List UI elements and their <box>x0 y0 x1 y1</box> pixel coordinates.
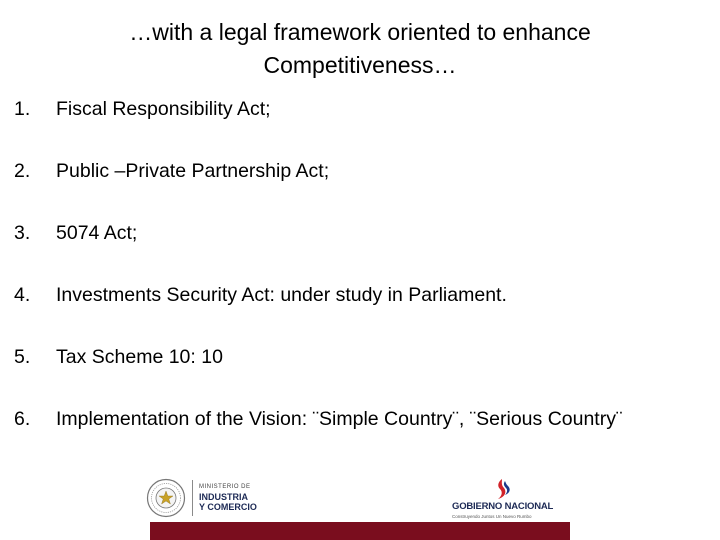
list-item <box>14 408 704 470</box>
item-text: Public –Private Partnership Act; <box>56 160 330 182</box>
legal-framework-list <box>14 98 704 470</box>
item-number: 5. <box>14 346 31 368</box>
list-item <box>14 222 704 284</box>
gobierno-nacional-logo <box>450 478 570 522</box>
item-number: 1. <box>14 98 31 120</box>
item-text: Fiscal Responsibility Act; <box>56 98 271 120</box>
gov-name <box>452 501 553 512</box>
ministry-line-2: INDUSTRIA <box>199 492 248 502</box>
national-seal-icon <box>146 478 186 518</box>
slide-title-line-1: …with a legal framework oriented to enhance <box>129 19 591 45</box>
item-number: 2. <box>14 160 31 182</box>
item-number: 4. <box>14 284 31 306</box>
slide-title-line-2: Competitiveness… <box>263 52 457 78</box>
item-text: Tax Scheme 10: 10 <box>56 346 223 368</box>
slide-title <box>60 16 660 82</box>
gov-slogan: Construyendo Juntos Un Nuevo Rumbo <box>452 514 532 519</box>
list-item <box>14 160 704 222</box>
item-text: Implementation of the Vision: ¨Simple Country¨, ¨Serious Country¨ <box>56 408 623 430</box>
ministry-line-1: MINISTERIO DE <box>199 484 251 490</box>
gov-word-1: GOBIERNO <box>452 501 503 512</box>
gov-word-2: NACIONAL <box>504 501 554 512</box>
item-number: 6. <box>14 408 31 430</box>
ministry-name <box>199 484 257 512</box>
footer-bar <box>150 522 570 540</box>
logo-divider <box>192 480 193 516</box>
ministry-line-3: Y COMERCIO <box>199 502 257 512</box>
item-text: 5074 Act; <box>56 222 138 244</box>
item-text: Investments Security Act: under study in Parliament. <box>56 284 507 306</box>
item-number: 3. <box>14 222 31 244</box>
government-mark-icon <box>492 478 512 500</box>
list-item <box>14 284 704 346</box>
list-item <box>14 98 704 160</box>
list-item <box>14 346 704 408</box>
ministry-logo <box>146 478 257 518</box>
